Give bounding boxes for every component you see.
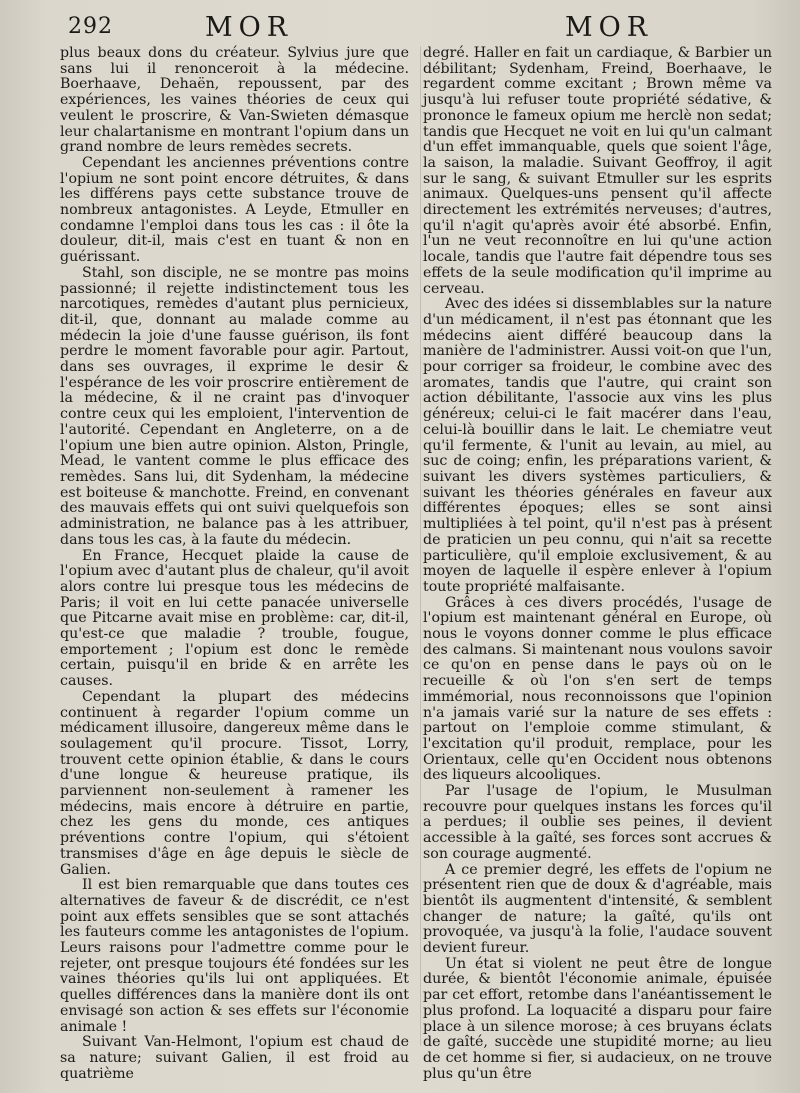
left-paragraph: Cependant les anciennes préventions contre l'opium ne sont point encore détruites, & dans les différens pays cette substance trouve de nombreux antagonistes. A Leyde, Etmuller en condamne l'emploi dans tous les cas : il ôte la douleur, dit-il, mais c'est en tuant & non en guérissant.: [60, 154, 409, 266]
text-columns: [60, 46, 792, 1082]
left-paragraph: Cependant la plupart des médecins continuent à regarder l'opium comme un médicament illusoire, dangereux même dans le soulagement qu'il procure. Tissot, Lorry, trouvent cette opinion établie, & dans le cours d'une longue & heureuse pratique, ils parviennent non-seulement à ramener les médecins, mais encore à détruire en partie, chez les gens du monde, ces antiques préventions contre l'opium, qui s'étoient transmises d'âge en âge depuis le siècle de Galien.: [60, 688, 409, 878]
left-paragraph: Stahl, son disciple, ne se montre pas moins passionné; il rejette indistinctement tous les narcotiques, remèdes d'autant plus pernicieux, dit-il, que, donnant au malade comme au médecin la joie d'une fausse guérison, ils font perdre le moment favorable pour agir. Partout, dans ses ouvrages, il exprime le desir & l'espérance de les voir proscrire entièrement de la médecine, & il ne craint pas d'invoquer contre ceux qui les emploient, l'intervention de l'autorité. Cependant en Angleterre, on a de l'opium une bien autre opinion. Alston, Pringle, Mead, le vantent comme le plus efficace des remèdes. Sans lui, dit Sydenham, la médecine est boiteuse & manchotte. Freind, en convenant des mauvais effets qui ont suivi quelquefois son administration, ne balance pas à les attribuer, dans tous les cas, à la faute du médecin.: [60, 264, 409, 548]
running-head-right: MOR: [565, 12, 654, 43]
page-header: [10, 6, 792, 46]
right-paragraph: Avec des idées si dissemblables sur la nature d'un médicament, il n'est pas étonnant que les médecins aient différé beaucoup dans la manière de l'administrer. Aussi voit-on que l'un, pour corriger sa froideur, le combine avec des aromates, tandis que l'autre, qui craint son action débilitante, l'associe aux vins les plus généreux; celui-ci le fait macérer dans l'eau, celui-là bouillir dans le lait. Le chemiatre veut qu'il fermente, & l'unit au levain, au miel, au suc de coing; enfin, les préparations varient, & suivant les divers systèmes particuliers, & suivant les théories générales en faveur aux différentes époques; elles se sont ainsi multipliées à tel point, qu'il n'est pas à présent de praticien un peu connu, qui n'ait sa recette particulière, qu'il emploie exclusivement, & au moyen de laquelle il espère enlever à l'opium toute propriété malfaisante.: [423, 296, 772, 595]
right-paragraph: Par l'usage de l'opium, le Musulman recouvre pour quelques instans les forces qu'il a perdues; il oublie ses peines, il devient accessible à la gaîté, ses forces sont accrues & son courage augmenté.: [423, 783, 772, 862]
left-column: [60, 46, 409, 1082]
right-paragraph: degré. Haller en fait un cardiaque, & Barbier un débilitant; Sydenham, Freind, Boerhaave, le regardent comme excitant ; Brown même va jusqu'à lui refuser toute propriété sédative, & prononce le fameux opium me herclè non sedat; tandis que Hecquet ne voit en lui qu'un calmant d'un effet immanquable, quels que soient l'âge, la saison, la maladie. Suivant Geoffroy, il agit sur le sang, & suivant Etmuller sur les esprits animaux. Quelques-uns pensent qu'il affecte directement les extrémités nerveuses; d'autres, qu'il n'agit qu'après avoir été absorbé. Enfin, l'un ne veut reconnoître en lui qu'une action locale, tandis que l'autre fait dépendre tous ses effets de la seule modification qu'il imprime au cerveau.: [423, 45, 772, 297]
left-paragraph: plus beaux dons du créateur. Sylvius jure que sans lui il renonceroit à la médecine. Boerhaave, Dehaën, repoussent, par des expériences, les vaines théories de ceux qui veulent le proscrire, & Van-Swieten démasque leur chalartanisme en montrant l'opium dans un grand nombre de leurs remèdes secrets.: [60, 45, 409, 156]
right-column: [423, 46, 772, 1082]
right-paragraph: Grâces à ces divers procédés, l'usage de l'opium est maintenant général en Europe, où nous le voyons donner comme le plus efficace des calmans. Si maintenant nous voulons savoir ce qu'on en pense dans le pays où on le recueille & où l'on s'en sert de temps immémorial, nous reconnoissons que l'opinion n'a jamais varié sur la nature de ses effets : partout on l'emploie comme stimulant, & l'excitation qu'il produit, remplace, pour les Orientaux, celle qu'en Occident nous obtenons des liqueurs alcooliques.: [423, 594, 772, 784]
left-paragraph: Il est bien remarquable que dans toutes ces alternatives de faveur & de discrédit, ce n'est point aux effets sensibles que se sont attachés les fauteurs comme les antagonistes de l'opium. Leurs raisons pour l'admettre comme pour le rejeter, ont presque toujours été fondées sur les vaines théories qu'ils lui ont appliquées. Et quelles différences dans la manière dont ils ont envisagé son action & ses effets sur l'économie animale !: [60, 877, 409, 1035]
right-paragraph: A ce premier degré, les effets de l'opium ne présentent rien que de doux & d'agréable, mais bientôt ils augmentent d'intensité, & semblent changer de nature; la gaîté, qu'ils ont provoquée, va jusqu'à la folie, l'audace souvent devient fureur.: [423, 861, 772, 957]
right-paragraph: Un état si violent ne peut être de longue durée, & bientôt l'économie animale, épuisée par cet effort, retombe dans l'anéantissement le plus profond. La loquacité a disparu pour faire place à un silence morose; à ces bruyans éclats de gaîté, succède une stupidité morne; au lieu de cet homme si fier, si audacieux, on ne trouve plus qu'un être: [423, 955, 772, 1082]
left-paragraph: En France, Hecquet plaide la cause de l'opium avec d'autant plus de chaleur, qu'il avoit alors contre lui presque tous les médecins de Paris; il voit en lui cette panacée universelle que Pitcarne avait mise en problème: car, dit-il, qu'est-ce que maladie ? trouble, fougue, emportement ; l'opium est donc le remède certain, puisqu'il en bride & en arrête les causes.: [60, 547, 409, 690]
left-paragraph: Suivant Van-Helmont, l'opium est chaud de sa nature; suivant Galien, il est froid au quatrième: [60, 1034, 409, 1082]
running-head-left: MOR: [205, 12, 294, 43]
page-number: 292: [68, 14, 113, 39]
